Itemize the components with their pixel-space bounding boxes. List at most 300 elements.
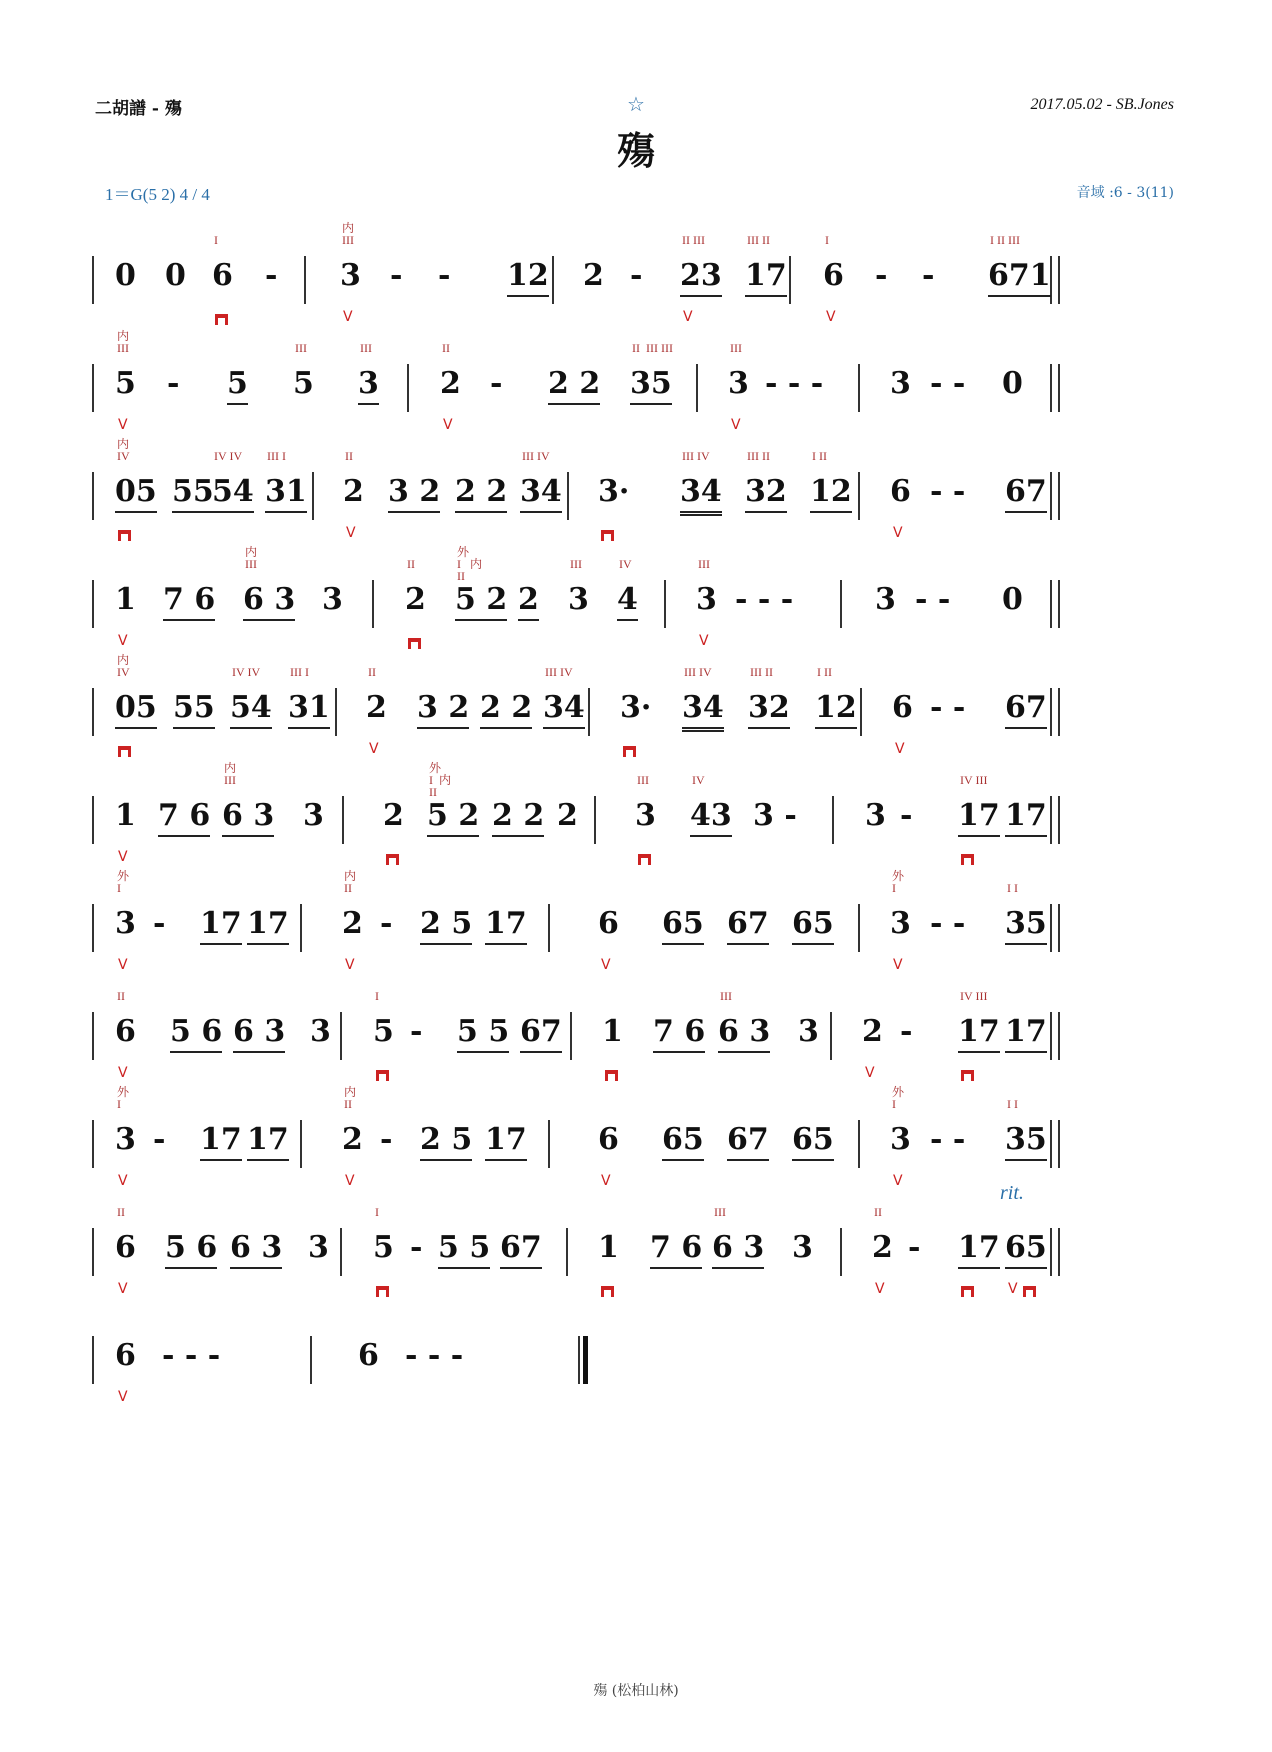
fingering-mark: IV IV bbox=[232, 665, 261, 679]
barline bbox=[860, 688, 862, 736]
note: 2 bbox=[872, 1230, 893, 1265]
header-right-text: 2017.05.02 - SB.Jones bbox=[1030, 96, 1174, 113]
barline bbox=[92, 1012, 94, 1060]
fingering-mark: III bbox=[714, 1205, 726, 1219]
note: 3 2 bbox=[417, 690, 469, 729]
up-bow-icon: V bbox=[893, 525, 903, 541]
score-row bbox=[100, 545, 1190, 649]
barline bbox=[566, 1228, 568, 1276]
header-left-text: 二胡譜 - 殤 bbox=[95, 99, 182, 119]
fingering-mark: I I bbox=[1007, 881, 1018, 895]
fingering-mark: 外 I bbox=[892, 1085, 905, 1111]
barline bbox=[1050, 1120, 1052, 1168]
barline bbox=[300, 1120, 302, 1168]
fingering-mark: 内 III bbox=[224, 761, 237, 787]
note: 67 bbox=[500, 1230, 542, 1269]
note: 31 bbox=[265, 474, 307, 513]
fingering-mark: III IV bbox=[522, 449, 550, 463]
note: 12 bbox=[810, 474, 852, 513]
up-bow-icon: V bbox=[369, 741, 379, 757]
up-bow-icon: V bbox=[875, 1281, 885, 1297]
fingering-mark: 内 III bbox=[245, 545, 258, 571]
up-bow-icon: V bbox=[346, 525, 356, 541]
note: 1 bbox=[115, 582, 136, 617]
barline bbox=[1050, 580, 1052, 628]
fingering-mark: III bbox=[730, 341, 742, 355]
note: 3 - bbox=[753, 798, 797, 833]
note: 17 bbox=[1005, 1014, 1047, 1053]
fingering-mark: III II bbox=[747, 233, 770, 247]
note: 3 bbox=[310, 1014, 331, 1049]
sustain-dash: - bbox=[410, 1230, 423, 1265]
note: 32 bbox=[748, 690, 790, 729]
barline bbox=[1050, 1012, 1052, 1060]
fingering-mark: III bbox=[360, 341, 372, 355]
fingering-mark: IV III bbox=[960, 773, 988, 787]
down-bow-icon bbox=[601, 530, 614, 541]
barline bbox=[372, 580, 374, 628]
fingering-mark: II bbox=[874, 1205, 882, 1219]
fingering-mark: 内 II bbox=[344, 1085, 357, 1111]
down-bow-icon bbox=[118, 530, 131, 541]
fingering-mark: IV IV bbox=[214, 449, 243, 463]
note: 54 bbox=[230, 690, 272, 729]
fingering-mark: 外 I 内 II bbox=[457, 545, 482, 583]
sustain-dash: - - bbox=[930, 366, 966, 401]
score-row bbox=[100, 1320, 1190, 1405]
note: 7 6 bbox=[650, 1230, 702, 1269]
note: 2 bbox=[405, 582, 426, 617]
note: 3 bbox=[696, 582, 717, 617]
barline bbox=[1058, 256, 1060, 304]
sustain-dash: - bbox=[153, 906, 166, 941]
note: 17 bbox=[247, 1122, 289, 1161]
ritardando-mark: rit. bbox=[1000, 1182, 1024, 1204]
barline bbox=[1050, 904, 1052, 952]
barline bbox=[92, 688, 94, 736]
note: 5 bbox=[293, 366, 314, 401]
note: 6 3 bbox=[712, 1230, 764, 1269]
final-barline bbox=[578, 1336, 588, 1384]
down-bow-icon bbox=[961, 854, 974, 865]
down-bow-icon bbox=[961, 1286, 974, 1297]
up-bow-icon: V bbox=[118, 1065, 128, 1081]
fingering-mark: I bbox=[214, 233, 218, 247]
barline bbox=[858, 1120, 860, 1168]
note: 67 bbox=[1005, 474, 1047, 513]
barline bbox=[830, 1012, 832, 1060]
star-icon: ☆ bbox=[627, 92, 645, 116]
score-row bbox=[100, 329, 1190, 433]
fingering-mark: I II bbox=[817, 665, 832, 679]
note: 2 bbox=[366, 690, 387, 725]
note: 6 bbox=[358, 1338, 379, 1373]
up-bow-icon: V bbox=[345, 1173, 355, 1189]
note: 0 bbox=[165, 258, 186, 293]
down-bow-icon bbox=[386, 854, 399, 865]
fingering-mark: 内 II bbox=[344, 869, 357, 895]
barline bbox=[342, 796, 344, 844]
barline bbox=[1058, 1228, 1060, 1276]
barline bbox=[1058, 796, 1060, 844]
fingering-mark: 内 III bbox=[342, 221, 355, 247]
sustain-dash: - - - bbox=[162, 1338, 221, 1373]
note: 05 bbox=[115, 690, 157, 729]
note: 2 bbox=[518, 582, 539, 621]
barline bbox=[1050, 688, 1052, 736]
note: 3 2 bbox=[388, 474, 440, 513]
note: 5 2 bbox=[455, 582, 507, 621]
barline bbox=[832, 796, 834, 844]
barline bbox=[1058, 1120, 1060, 1168]
fingering-mark: I II bbox=[812, 449, 827, 463]
barline bbox=[335, 688, 337, 736]
barline bbox=[92, 364, 94, 412]
down-bow-icon bbox=[638, 854, 651, 865]
up-bow-icon: V bbox=[345, 957, 355, 973]
note: 2 5 bbox=[420, 1122, 472, 1161]
barline bbox=[340, 1228, 342, 1276]
barline bbox=[696, 364, 698, 412]
sustain-dash: - - bbox=[915, 582, 951, 617]
barline bbox=[92, 1336, 94, 1384]
up-bow-icon: V bbox=[601, 1173, 611, 1189]
note: 6 bbox=[892, 690, 913, 725]
barline bbox=[1050, 796, 1052, 844]
note: 32 bbox=[745, 474, 787, 513]
note: 6 bbox=[212, 258, 233, 293]
barline bbox=[858, 904, 860, 952]
up-bow-icon: V bbox=[893, 1173, 903, 1189]
note: 35 bbox=[1005, 906, 1047, 945]
down-bow-icon bbox=[376, 1070, 389, 1081]
note: 34 bbox=[682, 690, 724, 732]
barline bbox=[92, 1228, 94, 1276]
note: 6 bbox=[115, 1338, 136, 1373]
note: 65 bbox=[792, 906, 834, 945]
up-bow-icon: V bbox=[118, 849, 128, 865]
sustain-dash: - bbox=[380, 906, 393, 941]
up-bow-icon: V bbox=[443, 417, 453, 433]
note: 5 bbox=[115, 366, 136, 401]
note: 65 bbox=[662, 1122, 704, 1161]
key-signature: 1＝G(5 2) 4 / 4 bbox=[105, 185, 210, 204]
note: 55 bbox=[172, 474, 214, 513]
note: 3 bbox=[115, 906, 136, 941]
note: 5 5 bbox=[457, 1014, 509, 1053]
note: 3 bbox=[358, 366, 379, 405]
fingering-mark: I II III bbox=[990, 233, 1020, 247]
barline bbox=[789, 256, 791, 304]
note: 3 bbox=[798, 1014, 819, 1049]
up-bow-icon: V bbox=[865, 1065, 875, 1081]
barline bbox=[1058, 904, 1060, 952]
note: 17 bbox=[485, 906, 527, 945]
note: 5 bbox=[373, 1014, 394, 1049]
sustain-dash: - bbox=[167, 366, 180, 401]
sustain-dash: - bbox=[265, 258, 278, 293]
barline bbox=[407, 364, 409, 412]
barline bbox=[588, 688, 590, 736]
note: 12 bbox=[815, 690, 857, 729]
note: 6 bbox=[823, 258, 844, 293]
fingering-mark: III IV bbox=[545, 665, 573, 679]
sustain-dash: - bbox=[380, 1122, 393, 1157]
note: 05 bbox=[115, 474, 157, 513]
sustain-dash: - bbox=[922, 258, 935, 293]
fingering-mark: I bbox=[825, 233, 829, 247]
barline bbox=[570, 1012, 572, 1060]
fingering-mark: 内 III bbox=[117, 329, 130, 355]
note: 3 bbox=[308, 1230, 329, 1265]
score-row bbox=[100, 653, 1190, 757]
note: 3 bbox=[728, 366, 749, 401]
note: 3 bbox=[875, 582, 896, 617]
note: 3 bbox=[340, 258, 361, 293]
fingering-mark: 外 I bbox=[117, 869, 130, 895]
up-bow-icon: V bbox=[895, 741, 905, 757]
down-bow-icon bbox=[605, 1070, 618, 1081]
note: 1 bbox=[598, 1230, 619, 1265]
note: 31 bbox=[288, 690, 330, 729]
note: 23 bbox=[680, 258, 722, 297]
note: 12 bbox=[507, 258, 549, 297]
note: 6 bbox=[115, 1014, 136, 1049]
note: 2 2 bbox=[492, 798, 544, 837]
barline bbox=[304, 256, 306, 304]
up-bow-icon: V bbox=[118, 417, 128, 433]
note: 3 bbox=[322, 582, 343, 617]
barline bbox=[92, 904, 94, 952]
note: 17 bbox=[200, 1122, 242, 1161]
note: 1 bbox=[115, 798, 136, 833]
up-bow-icon: V bbox=[118, 1281, 128, 1297]
sustain-dash: - bbox=[490, 366, 503, 401]
down-bow-icon bbox=[961, 1070, 974, 1081]
sustain-dash: - bbox=[410, 1014, 423, 1049]
fingering-mark: III II bbox=[750, 665, 773, 679]
barline bbox=[858, 364, 860, 412]
down-bow-icon bbox=[1023, 1286, 1036, 1297]
note: 35 bbox=[1005, 1122, 1047, 1161]
note: 3 bbox=[792, 1230, 813, 1265]
barline bbox=[1058, 1012, 1060, 1060]
down-bow-icon bbox=[215, 314, 228, 325]
up-bow-icon: V bbox=[699, 633, 709, 649]
sustain-dash: - - bbox=[930, 690, 966, 725]
fingering-mark: II bbox=[117, 1205, 125, 1219]
fingering-mark: II III III bbox=[632, 341, 673, 355]
note: 6 3 bbox=[243, 582, 295, 621]
score-row bbox=[100, 989, 1190, 1081]
note: 6 bbox=[598, 1122, 619, 1157]
barline bbox=[1058, 688, 1060, 736]
note: 2 bbox=[343, 474, 364, 509]
down-bow-icon bbox=[623, 746, 636, 757]
barline bbox=[567, 472, 569, 520]
fingering-mark: III bbox=[570, 557, 582, 571]
fingering-mark: I bbox=[375, 989, 379, 1003]
up-bow-icon: V bbox=[118, 1389, 128, 1405]
fingering-mark: I I bbox=[1007, 1097, 1018, 1111]
up-bow-icon: V bbox=[731, 417, 741, 433]
note: 65 bbox=[1005, 1230, 1047, 1269]
fingering-mark: III bbox=[720, 989, 732, 1003]
note: 5 5 bbox=[438, 1230, 490, 1269]
barline bbox=[1050, 472, 1052, 520]
note: 5 6 bbox=[170, 1014, 222, 1053]
fingering-mark: II III bbox=[682, 233, 705, 247]
fingering-mark: 内 IV bbox=[117, 437, 130, 463]
note: 3 bbox=[865, 798, 886, 833]
down-bow-icon bbox=[118, 746, 131, 757]
sustain-dash: - bbox=[900, 1014, 913, 1049]
note: 2 5 bbox=[420, 906, 472, 945]
note: 3 bbox=[890, 1122, 911, 1157]
sustain-dash: - bbox=[875, 258, 888, 293]
sustain-dash: - bbox=[630, 258, 643, 293]
note: 2 bbox=[342, 1122, 363, 1157]
note: 43 bbox=[690, 798, 732, 837]
barline bbox=[1058, 580, 1060, 628]
score-row bbox=[100, 1085, 1190, 1189]
note: 6 3 bbox=[718, 1014, 770, 1053]
note: 0 bbox=[115, 258, 136, 293]
note: 17 bbox=[1005, 798, 1047, 837]
score-row bbox=[100, 437, 1190, 541]
note: 34 bbox=[543, 690, 585, 729]
note: 2 bbox=[862, 1014, 883, 1049]
note: 3 bbox=[890, 906, 911, 941]
note: 5 6 bbox=[165, 1230, 217, 1269]
sustain-dash: - bbox=[438, 258, 451, 293]
note: 0 bbox=[1002, 582, 1023, 617]
note: 6 bbox=[115, 1230, 136, 1265]
barline bbox=[664, 580, 666, 628]
up-bow-icon: V bbox=[683, 309, 693, 325]
barline bbox=[840, 580, 842, 628]
note: 54 bbox=[212, 474, 254, 513]
sustain-dash: - - - bbox=[405, 1338, 464, 1373]
note: 65 bbox=[792, 1122, 834, 1161]
note: 35 bbox=[630, 366, 672, 405]
up-bow-icon: V bbox=[118, 633, 128, 649]
note: 55 bbox=[173, 690, 215, 729]
fingering-mark: II bbox=[407, 557, 415, 571]
fingering-mark: III I bbox=[267, 449, 286, 463]
note: 7 6 bbox=[158, 798, 210, 837]
down-bow-icon bbox=[601, 1286, 614, 1297]
note: 2 bbox=[440, 366, 461, 401]
note: 2 bbox=[383, 798, 404, 833]
note: 34 bbox=[520, 474, 562, 513]
up-bow-icon: V bbox=[118, 957, 128, 973]
fingering-mark: 外 I bbox=[892, 869, 905, 895]
fingering-mark: IV bbox=[619, 557, 632, 571]
score-row bbox=[100, 869, 1190, 973]
barline bbox=[92, 472, 94, 520]
fingering-mark: II bbox=[117, 989, 125, 1003]
note: 6 3 bbox=[233, 1014, 285, 1053]
note: 65 bbox=[662, 906, 704, 945]
note: 5 bbox=[227, 366, 248, 405]
sustain-dash: - - - bbox=[735, 582, 794, 617]
barline bbox=[1058, 364, 1060, 412]
score-row bbox=[100, 221, 1190, 325]
barline bbox=[548, 1120, 550, 1168]
note: 3 bbox=[568, 582, 589, 617]
note: 6 bbox=[598, 906, 619, 941]
down-bow-icon bbox=[408, 638, 421, 649]
barline bbox=[1050, 364, 1052, 412]
note: 67 bbox=[520, 1014, 562, 1053]
note: 6 3 bbox=[222, 798, 274, 837]
note: 7 6 bbox=[163, 582, 215, 621]
note: 4 bbox=[617, 582, 638, 621]
sustain-dash: - bbox=[153, 1122, 166, 1157]
fingering-mark: IV bbox=[692, 773, 705, 787]
sustain-dash: - - bbox=[930, 474, 966, 509]
up-bow-icon: V bbox=[1008, 1281, 1018, 1297]
footer-text: 殤 (松柏山林) bbox=[593, 1683, 679, 1699]
score-row bbox=[100, 761, 1190, 865]
note: 3 bbox=[303, 798, 324, 833]
up-bow-icon: V bbox=[893, 957, 903, 973]
note: 34 bbox=[680, 474, 722, 516]
note: 3· bbox=[598, 474, 630, 509]
note: 17 bbox=[958, 798, 1000, 837]
barline bbox=[858, 472, 860, 520]
sustain-dash: - bbox=[908, 1230, 921, 1265]
note: 67 bbox=[727, 906, 769, 945]
note: 6 bbox=[890, 474, 911, 509]
range-note: 音域 :6 - 3(11) bbox=[1076, 185, 1174, 201]
barline bbox=[92, 580, 94, 628]
sustain-dash: - bbox=[900, 798, 913, 833]
fingering-mark: III IV bbox=[684, 665, 712, 679]
up-bow-icon: V bbox=[826, 309, 836, 325]
up-bow-icon: V bbox=[343, 309, 353, 325]
note: 2 2 bbox=[480, 690, 532, 729]
barline bbox=[594, 796, 596, 844]
fingering-mark: III bbox=[295, 341, 307, 355]
up-bow-icon: V bbox=[118, 1173, 128, 1189]
fingering-mark: 外 I bbox=[117, 1085, 130, 1111]
note: 0 bbox=[1002, 366, 1023, 401]
fingering-mark: 内 IV bbox=[117, 653, 130, 679]
fingering-mark: III bbox=[637, 773, 649, 787]
sustain-dash: - - - bbox=[765, 366, 824, 401]
note: 2 2 bbox=[455, 474, 507, 513]
sustain-dash: - bbox=[390, 258, 403, 293]
note: 6 3 bbox=[230, 1230, 282, 1269]
note: 2 bbox=[583, 258, 604, 293]
page-title: 殤 bbox=[616, 128, 655, 173]
note: 17 bbox=[745, 258, 787, 297]
fingering-mark: I bbox=[375, 1205, 379, 1219]
note: 3 bbox=[635, 798, 656, 833]
score-row bbox=[100, 1182, 1190, 1297]
note: 3· bbox=[620, 690, 652, 725]
fingering-mark: II bbox=[345, 449, 353, 463]
barline bbox=[310, 1336, 312, 1384]
fingering-mark: III II bbox=[747, 449, 770, 463]
barline bbox=[92, 796, 94, 844]
barline bbox=[1058, 472, 1060, 520]
note: 671 bbox=[988, 258, 1051, 297]
note: 5 bbox=[373, 1230, 394, 1265]
fingering-mark: III I bbox=[290, 665, 309, 679]
